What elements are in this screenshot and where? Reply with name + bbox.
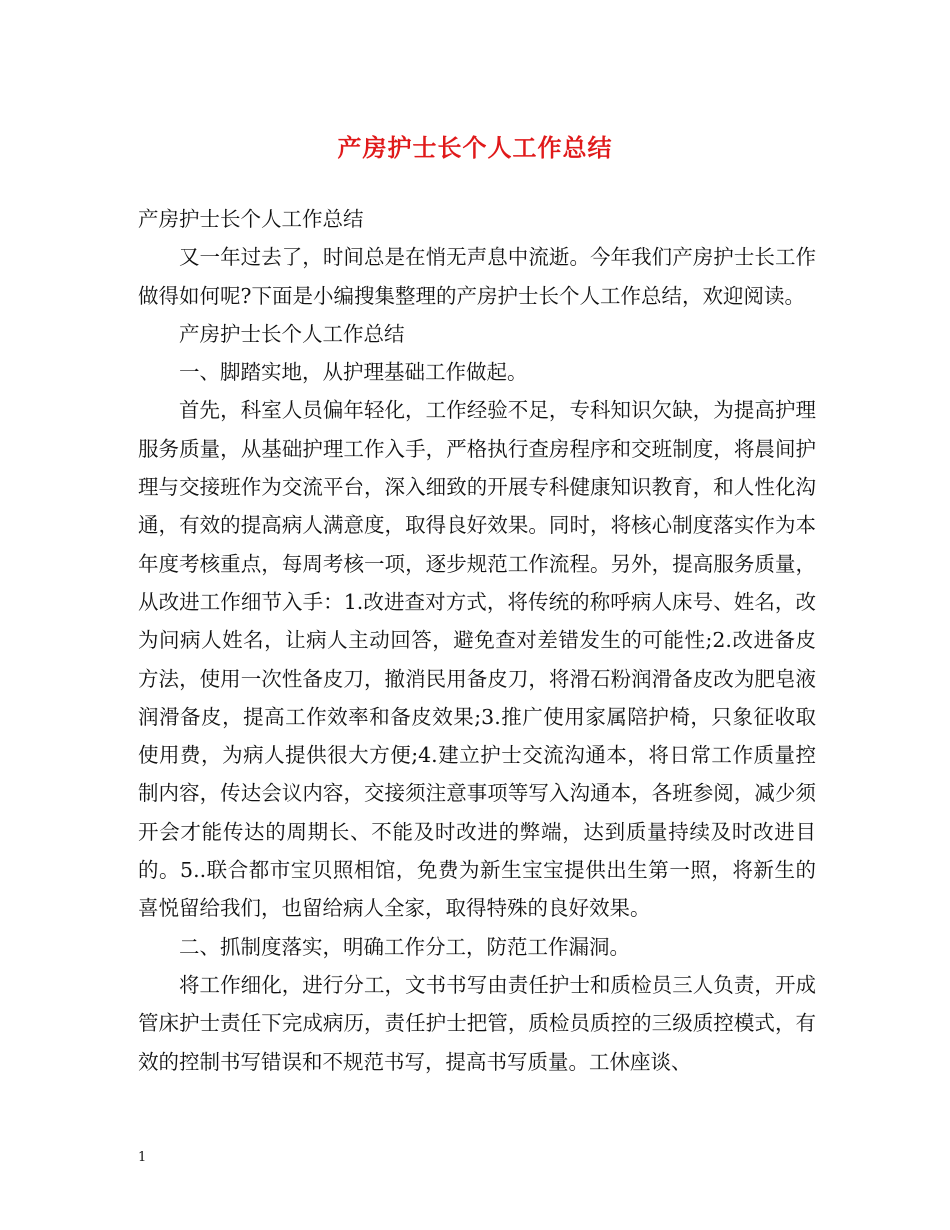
section-two-paragraph: 将工作细化，进行分工，文书书写由责任护士和质检员三人负责，开成管床护士责任下完成病历，责任护士把管，质检员质控的三级质控模式，有效的控制书写错误和不规范书写，提高书写质量。工休座谈、	[138, 972, 816, 1074]
section-one-heading: 一、脚踏实地，从护理基础工作做起。	[179, 360, 528, 385]
document-body	[138, 200, 816, 1081]
section-two-heading: 二、抓制度落实，明确工作分工，防范工作漏洞。	[179, 934, 630, 959]
page-number: 1	[138, 1150, 147, 1165]
section-one-paragraph: 首先，科室人员偏年轻化，工作经验不足，专科知识欠缺，为提高护理服务质量，从基础护理工作入手，严格执行查房程序和交班制度，将晨间护理与交接班作为交流平台，深入细致的开展专科健康知识教育，和人性化沟通，有效的提高病人满意度，取得良好效果。同时，将核心制度落实作为本年度考核重点，每周考核一项，逐步规范工作流程。另外，提高服务质量，从改进工作细节入手：1.改进查对方式，将传统的称呼病人床号、姓名，改为问病人姓名，让病人主动回答，避免查对差错发生的可能性;2.改进备皮方法，使用一次性备皮刀，撤消民用备皮刀，将滑石粉润滑备皮改为肥皂液润滑备皮，提高工作效率和备皮效果;3.推广使用家属陪护椅，只象征收取使用费，为病人提供很大方便;4.建立护士交流沟通本，将日常工作质量控制内容，传达会议内容，交接须注意事项等写入沟通本，各班参阅，减少须开会才能传达的周期长、不能及时改进的弊端，达到质量持续及时改进目的。5..联合都市宝贝照相馆，免费为新生宝宝提供出生第一照，将新生的喜悦留给我们，也留给病人全家，取得特殊的良好效果。	[138, 398, 816, 921]
body-heading: 产房护士长个人工作总结	[138, 207, 364, 231]
document-title: 产房护士长个人工作总结	[337, 133, 613, 162]
intro-paragraph: 又一年过去了，时间总是在悄无声息中流逝。今年我们产房护士长工作做得如何呢?下面是小编搜集整理的产房护士长个人工作总结，欢迎阅读。	[138, 245, 816, 308]
section-heading: 产房护士长个人工作总结	[179, 321, 405, 346]
